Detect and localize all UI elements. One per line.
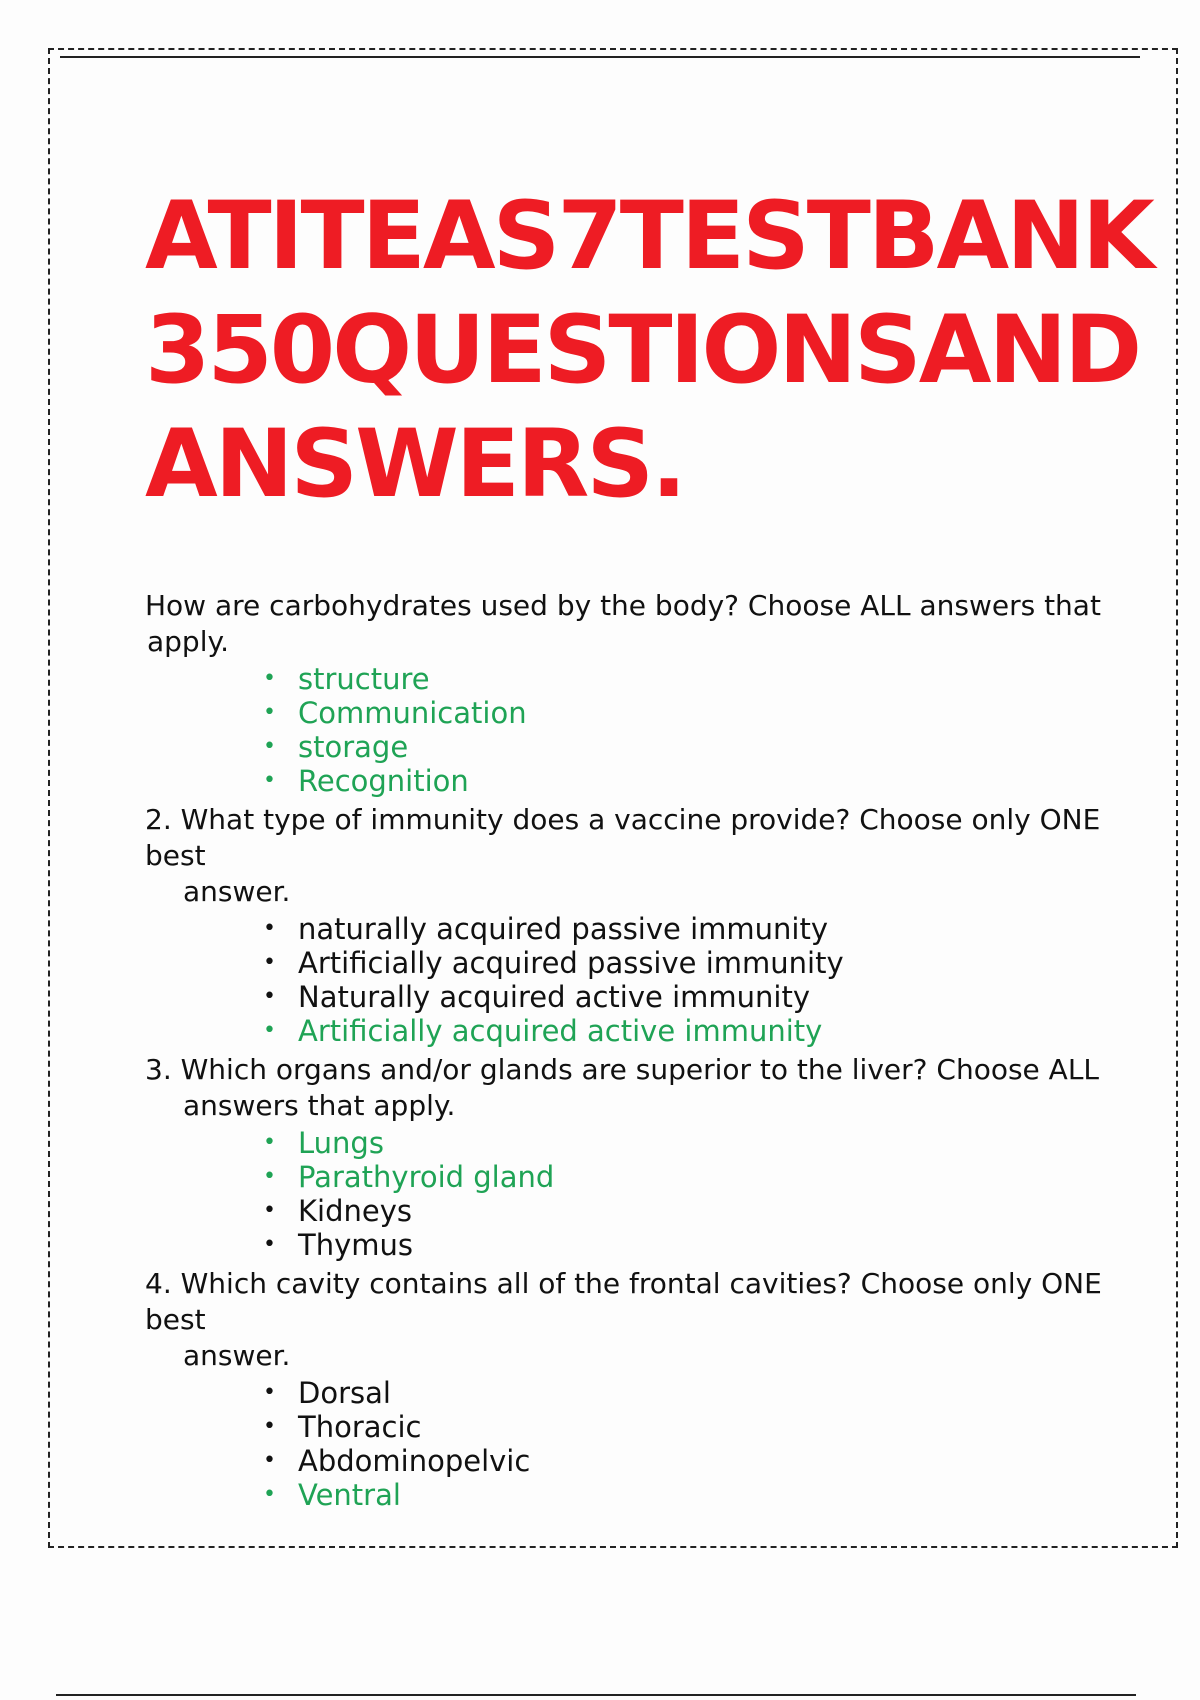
question-2-text [145,802,1140,910]
bullet-icon: • [263,1380,276,1405]
bullet-icon: • [263,768,276,793]
title-line-2: 350QUESTIONSAND [145,296,1140,405]
option-1-1 [145,662,1140,696]
bullet-icon: • [263,666,276,691]
question-3-line-2: answers that apply. [183,1089,456,1122]
question-2 [145,802,1140,1048]
bullet-icon: • [263,1018,276,1043]
question-4 [145,1266,1140,1512]
title-line-3: ANSWERS. [145,410,684,519]
bullet-icon: • [263,984,276,1009]
question-3-options [145,1126,1140,1262]
question-4-line-2: answer. [183,1339,291,1372]
option-4-2 [145,1410,1140,1444]
option-1-3-text: storage [298,730,409,764]
option-1-2 [145,696,1140,730]
option-3-2-text: Parathyroid gland [298,1160,555,1194]
option-2-1 [145,912,1140,946]
option-2-1-text: naturally acquired passive immunity [298,912,828,946]
option-3-1-text: Lungs [298,1126,384,1160]
option-2-2 [145,946,1140,980]
option-1-3 [145,730,1140,764]
bottom-rule [56,1694,1136,1696]
option-4-2-text: Thoracic [298,1410,422,1444]
option-3-3-text: Kidneys [298,1194,412,1228]
document-title [145,180,1152,522]
question-4-text [145,1266,1140,1374]
option-2-3 [145,980,1140,1014]
option-2-4 [145,1014,1140,1048]
question-list [145,588,1140,1516]
question-1-line-2: apply. [147,625,229,658]
bullet-icon: • [263,950,276,975]
bullet-icon: • [263,1232,276,1257]
question-3 [145,1052,1140,1262]
bullet-icon: • [263,1164,276,1189]
option-3-4 [145,1228,1140,1262]
option-1-4-text: Recognition [298,764,469,798]
bullet-icon: • [263,1414,276,1439]
question-1 [145,588,1140,798]
question-3-line-1: 3. Which organs and/or glands are superior to the liver? Choose ALL [145,1053,1100,1086]
option-4-1-text: Dorsal [298,1376,391,1410]
question-1-text [145,588,1140,660]
bullet-icon: • [263,700,276,725]
bullet-icon: • [263,1130,276,1155]
option-1-2-text: Communication [298,696,527,730]
title-line-1: ATITEAS7TESTBANK [145,182,1152,291]
question-1-options [145,662,1140,798]
bullet-icon: • [263,1198,276,1223]
bullet-icon: • [263,916,276,941]
option-1-4 [145,764,1140,798]
option-4-1 [145,1376,1140,1410]
option-2-2-text: Artificially acquired passive immunity [298,946,844,980]
bullet-icon: • [263,1482,276,1507]
option-3-3 [145,1194,1140,1228]
question-4-line-1: 4. Which cavity contains all of the frontal cavities? Choose only ONE best [145,1267,1102,1336]
bullet-icon: • [263,1448,276,1473]
question-1-line-1: How are carbohydrates used by the body? Choose ALL answers that [145,589,1101,622]
question-3-text [145,1052,1140,1124]
option-2-4-text: Artificially acquired active immunity [298,1014,823,1048]
option-3-4-text: Thymus [298,1228,413,1262]
option-2-3-text: Naturally acquired active immunity [298,980,810,1014]
question-2-line-1: 2. What type of immunity does a vaccine provide? Choose only ONE best [145,803,1101,872]
question-4-options [145,1376,1140,1512]
question-2-options [145,912,1140,1048]
option-1-1-text: structure [298,662,430,696]
question-2-line-2: answer. [183,875,291,908]
option-3-1 [145,1126,1140,1160]
option-3-2 [145,1160,1140,1194]
option-4-3 [145,1444,1140,1478]
option-4-4-text: Ventral [298,1478,401,1512]
option-4-4 [145,1478,1140,1512]
bullet-icon: • [263,734,276,759]
option-4-3-text: Abdominopelvic [298,1444,531,1478]
